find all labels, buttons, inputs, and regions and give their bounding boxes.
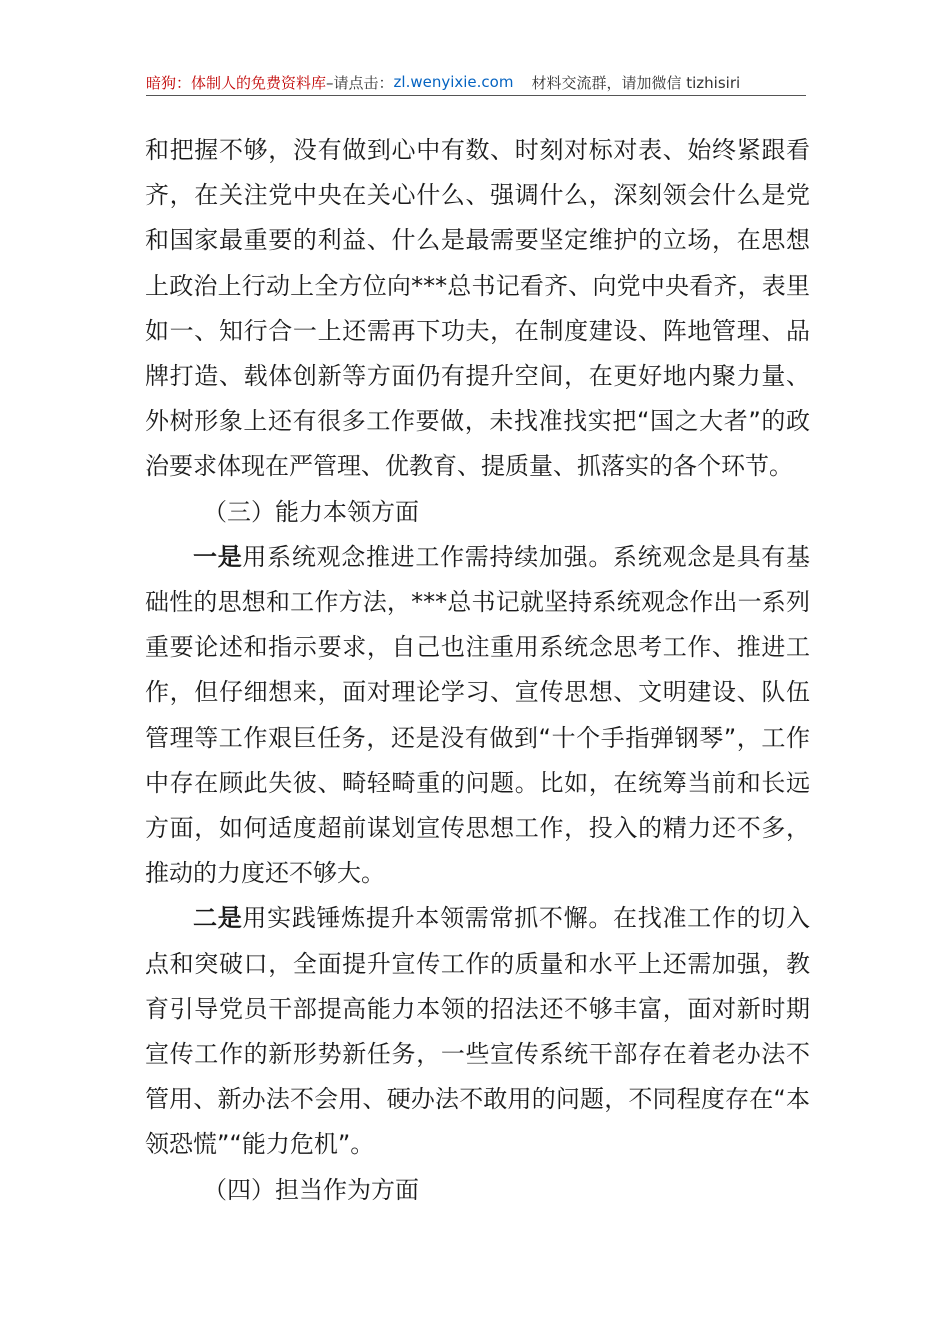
page-header — [146, 70, 806, 94]
point-1-text: 用系统观念推进工作需持续加强。系统观念是具有基础性的思想和工作方法，***总书记就坚持系统观念作出一系列重要论述和指示要求，自己也注重用系统念思考工作、推进工作，但仔细想来，面对理论学习、宣传思想、文明建设、队伍管理等工作艰巨任务，还是没有做到“十个手指弹钢琴”，工作中存在顾此失彼、畸轻畸重的问题。比如，在统筹当前和长远方面，如何适度超前谋划宣传思想工作，投入的精力还不多，推动的力度还不够大。 — [145, 542, 811, 888]
point-2-text: 用实践锤炼提升本领需常抓不懈。在找准工作的切入点和突破口，全面提升宣传工作的质量和水平上还需加强，教育引导党员干部提高能力本领的招法还不够丰富，面对新时期宣传工作的新形势新任务，一些宣传系统干部存在着老办法不管用、新办法不会用、硬办法不敢用的问题，不同程度存在“本领恐慌”“能力危机”。 — [145, 904, 811, 1159]
paragraph-point-2 — [145, 896, 810, 1167]
header-link[interactable]: zl.wenyixie.com — [393, 73, 514, 91]
header-contact: 材料交流群，请加微信 tizhisiri — [531, 73, 741, 92]
header-site-name: 暗狗：体制人的免费资料库 — [146, 73, 327, 92]
header-divider — [146, 95, 806, 96]
paragraph-point-1 — [145, 535, 810, 897]
point-1-lead: 一是 — [193, 542, 243, 571]
paragraph-continuation: 和把握不够，没有做到心中有数、时刻对标对表、始终紧跟看齐，在关注党中央在关心什么、强调什么，深刻领会什么是党和国家最重要的利益、什么是最需要坚定维护的立场，在思想上政治上行动上全方位向***总书记看齐、向党中央看齐，表里如一、知行合一上还需再下功夫，在制度建设、阵地管理、品牌打造、载体创新等方面仍有提升空间，在更好地内聚力量、外树形象上还有很多工作要做，未找准找实把“国之大者”的政治要求体现在严管理、优教育、提质量、抓落实的各个环节。 — [145, 136, 810, 481]
header-separator: –请点击： — [326, 73, 394, 92]
section-heading-4: （四）担当作为方面 — [203, 1175, 419, 1204]
document-body — [145, 128, 810, 1213]
section-heading-3: （三）能力本领方面 — [203, 497, 419, 526]
point-2-lead: 二是 — [193, 904, 243, 933]
